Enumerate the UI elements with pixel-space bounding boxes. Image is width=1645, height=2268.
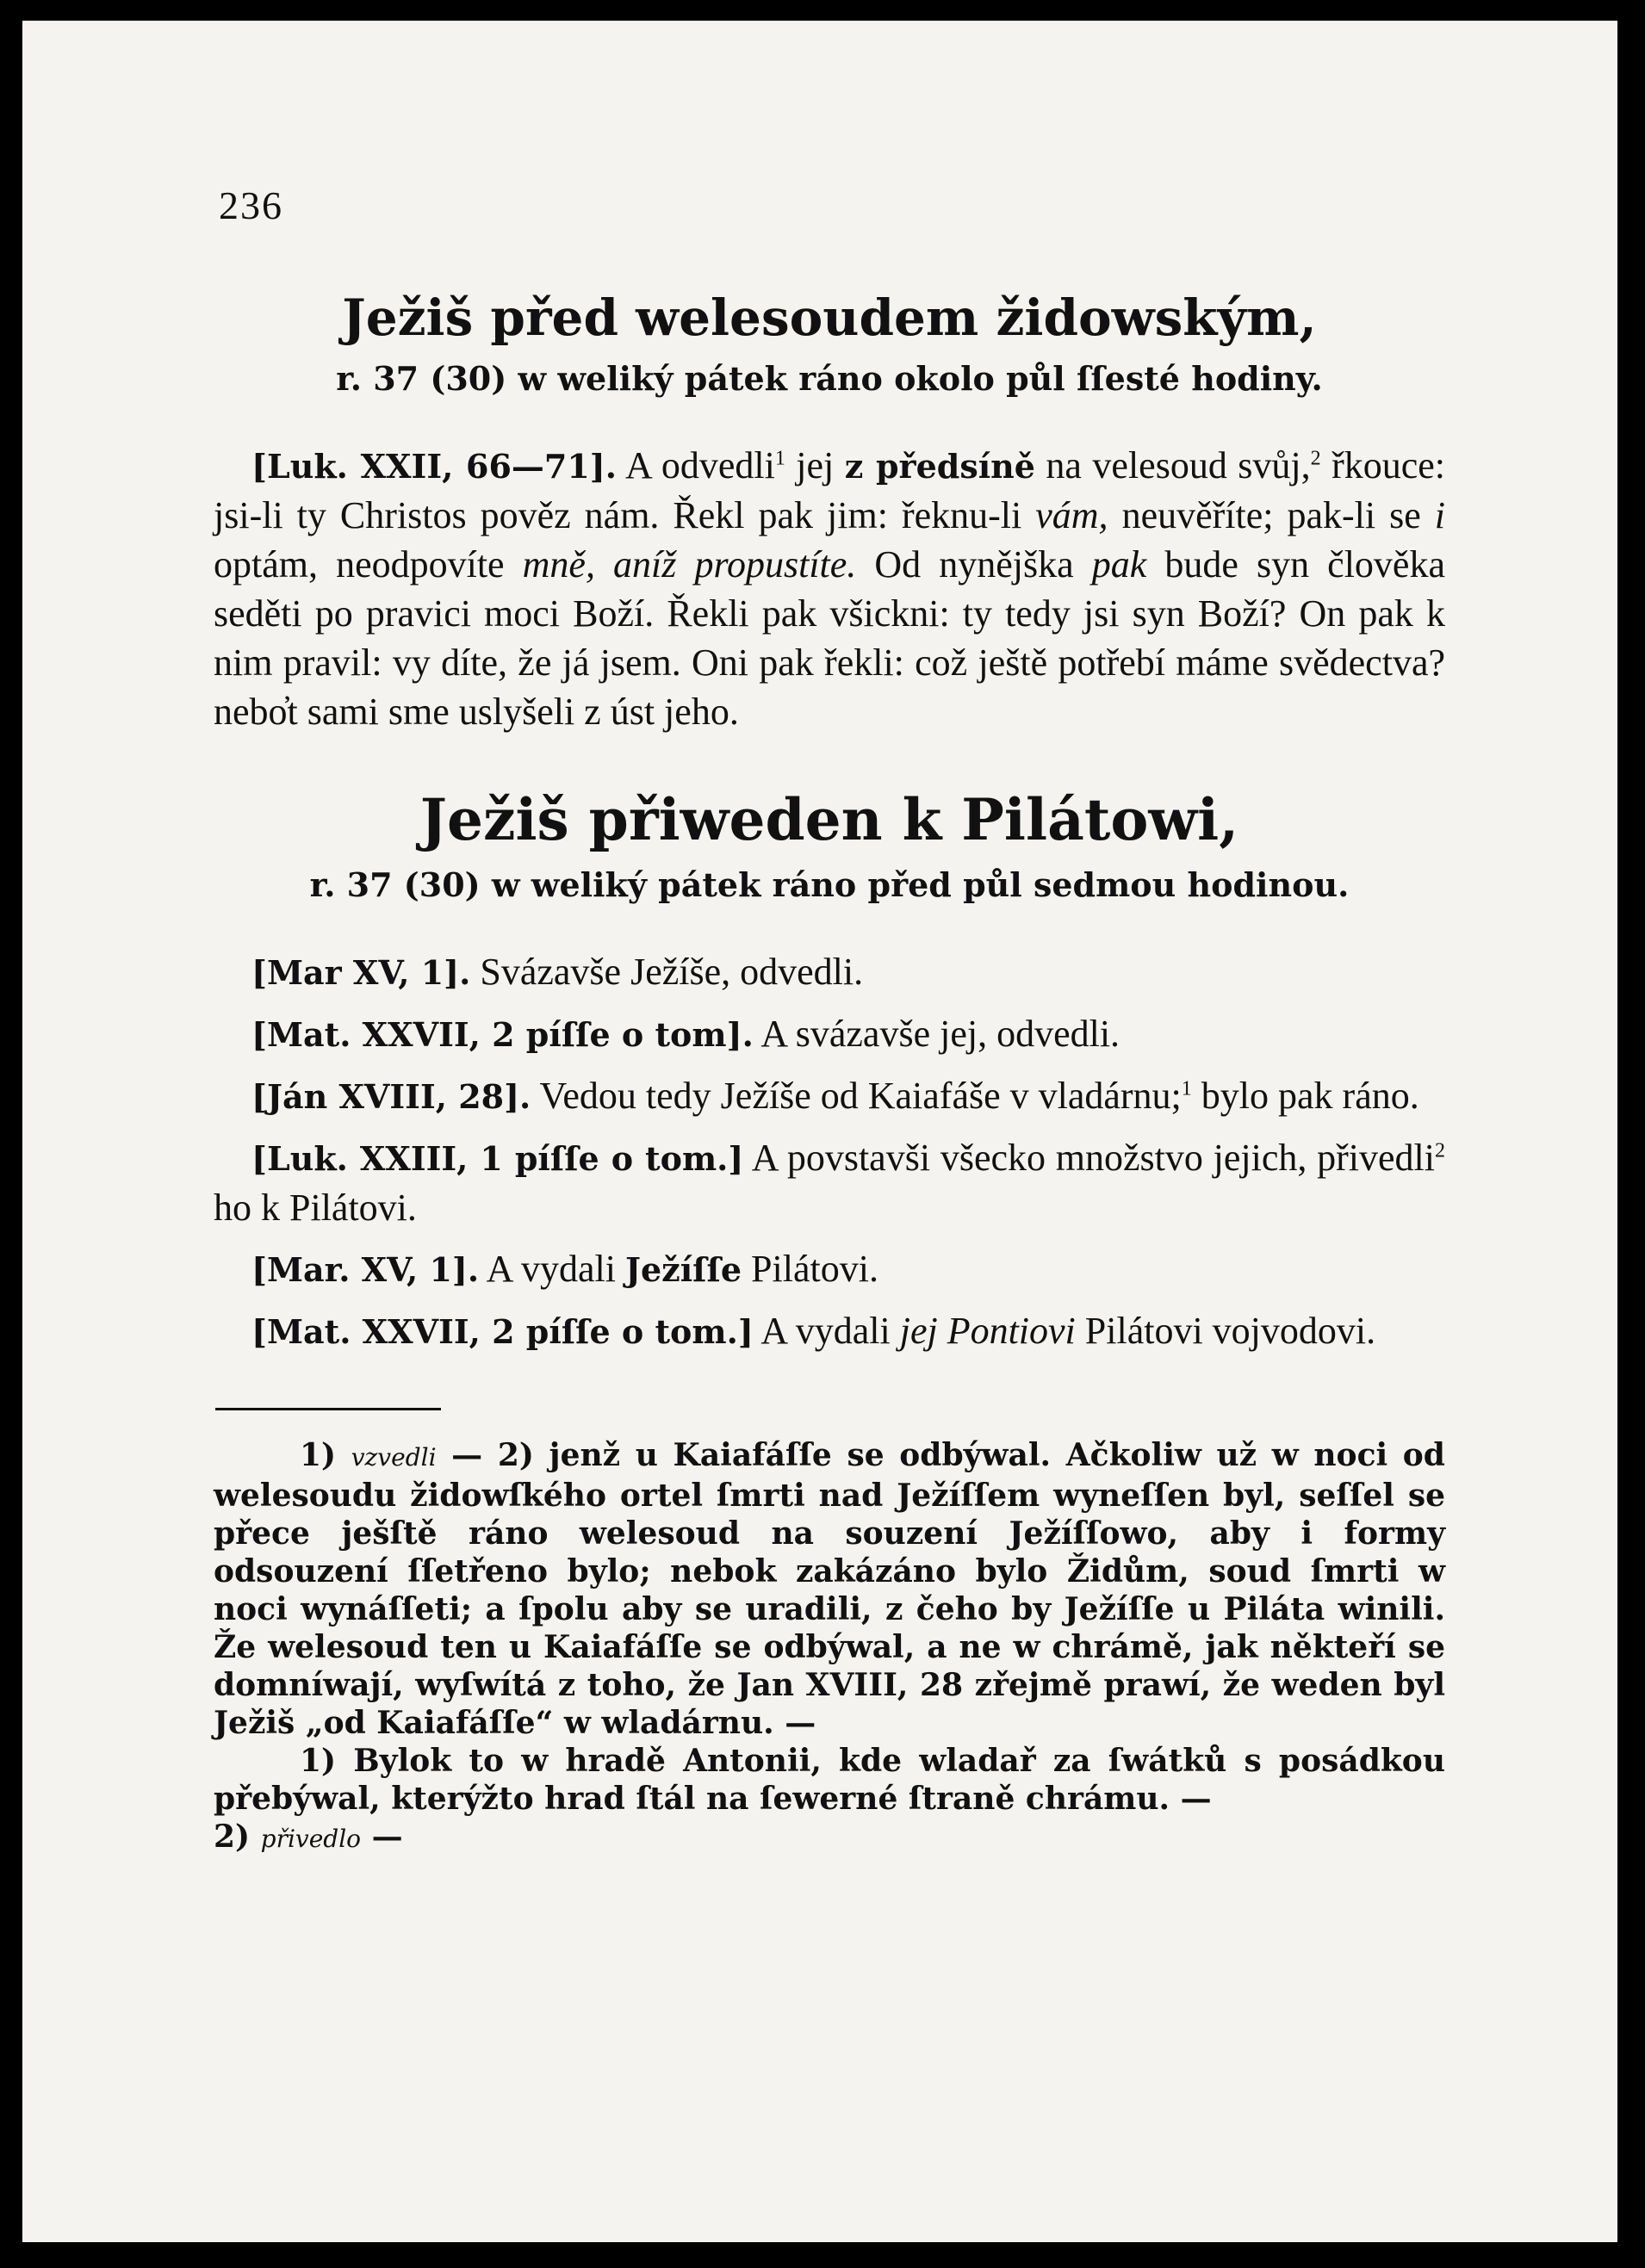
verse-paragraph [214,1009,1445,1059]
text-span: Od nynějška [856,543,1092,586]
text-span: Pilátovi vojvodovi. [1075,1310,1376,1352]
scripture-reference: [Luk. XXIII, 1 píſſe o tom.] [251,1139,744,1178]
footnote-block-1 [214,1436,1445,1742]
footnote-mark: 2 [1310,447,1321,470]
footnote-text: — [436,1437,498,1473]
section-2 [214,786,1445,1356]
text-span-italic: pak [1091,543,1147,586]
footnote-text: — [361,1819,403,1855]
text-span-bold: z předsíně [844,447,1035,486]
section-2-title: Ježiš přiweden k Pilátowi, [419,786,1239,853]
footnote-mark: 1 [774,447,785,470]
text-span: Vedou tedy Ježíše od Kaiafáše v vladárnu; [531,1075,1182,1117]
text-span: A vydali [479,1248,625,1290]
footnote-text: jenž u Kaiafáſſe se odbýwal. Ačkoliw už w noci od welesoudu židowſkého ortel ſmrti nad Ježíſſem wyneſſen byl, seſſel se přece ješſtě ráno welesoud na souzení Ježíſſowo, aby i formy odsouzení ſſetřeno bylo; nebok zakázáno bylo Židům, soud ſmrti w noci wynáſſeti; a ſpolu aby se uradili, z čeho by Ježíſſe u Piláta winili. Že welesoud ten u Kaiafáſſe se odbýwal, a ne w chrámě, jak někteří se domníwají, wyſwítá z toho, že Jan XVIII, 28 zřejmě prawí, že weden byl Ježiš „od Kaiafáſſe“ w wladárnu. — [214,1437,1445,1741]
text-span: řkouce: jsi-li ty Christos pověz nám. Řekl pak jim: řeknu-li [214,444,1446,536]
text-span: Svázavše Ježíše, odvedli. [470,951,864,993]
scripture-reference: [Mar XV, 1]. [251,953,471,992]
text-span-italic: jej Pontiovi [899,1310,1076,1352]
page-number: 236 [219,183,283,227]
text-span: ho k Pilátovi. [214,1187,417,1229]
section-1-paragraph [214,441,1445,736]
section-1-subtitle: r. 37 (30) w weliký pátek ráno okolo půl ſſesté hodiny. [336,359,1323,398]
footnote-divider [215,1408,441,1410]
text-span-bold: Ježíſſe [625,1250,742,1289]
text-span: optám, neodpovíte [214,543,523,586]
text-span: bylo pak ráno. [1191,1075,1419,1117]
book-page [22,21,1617,2242]
footnote-block-3 [214,1818,1445,1858]
footnote-label: 2) [214,1819,251,1855]
footnote-label: 2) [497,1437,534,1473]
footnote-label: 1) [300,1437,337,1473]
footnote-text: Bylok to w hradě Antonii, kde wladař za ſwátků s posádkou přebýwal, kterýžto hrad ſtál na ſewerné ſtraně chrámu. — [214,1743,1445,1817]
section-1 [214,288,1445,736]
text-span: Pilátovi. [742,1248,878,1290]
scripture-reference: [Luk. XXII, 66—71]. [251,447,617,486]
text-span: A odvedli [616,444,775,486]
footnote-italic: vzvedli [351,1443,437,1472]
verse-paragraph [214,947,1445,997]
footnote-italic: přivedlo [260,1825,362,1853]
text-span: A vydali [753,1310,900,1352]
text-span-italic: vám, [1035,494,1108,536]
scripture-reference: [Ján XVIII, 28]. [251,1077,531,1116]
text-span: bude syn člověka seděti po pravici moci Boží. Řekli pak všickni: ty tedy jsi syn Boží? On pak k nim pravil: vy díte, že já jsem. Oni pak řekli: což ještě potřebí máme svědectva? nebo̓t sami sme uslyšeli z úst jeho. [214,543,1445,733]
footnote-mark: 2 [1435,1139,1445,1162]
text-span: na velesoud svůj, [1034,444,1311,486]
scripture-reference: [Mat. XXVII, 2 píſſe o tom]. [251,1015,754,1054]
text-span: A svázavše jej, odvedli. [753,1013,1120,1055]
text-span: A povstavši všecko množstvo jejich, přivedli [743,1137,1435,1179]
verse-paragraph [214,1071,1445,1121]
text-span: jej [785,444,845,486]
page-content [214,183,1445,1858]
scripture-reference: [Mar. XV, 1]. [251,1250,480,1289]
verse-paragraph [214,1133,1445,1232]
footnote-label: 1) [300,1743,337,1779]
section-2-subtitle: r. 37 (30) w weliký pátek ráno před půl sedmou hodinou. [309,865,1350,904]
verse-paragraph [214,1244,1445,1294]
footnote-block-2 [214,1742,1445,1818]
section-1-title: Ježiš před welesoudem židowským, [342,288,1317,347]
footnote-mark: 1 [1181,1077,1192,1100]
text-span-italic: i [1434,494,1446,536]
text-span-italic: mně, aníž propustíte. [522,543,857,586]
text-span: neuvěříte; pak-li se [1108,494,1435,536]
scripture-reference: [Mat. XXVII, 2 píſſe o tom.] [251,1312,754,1351]
verse-paragraph [214,1306,1445,1356]
footnotes [214,1436,1445,1858]
